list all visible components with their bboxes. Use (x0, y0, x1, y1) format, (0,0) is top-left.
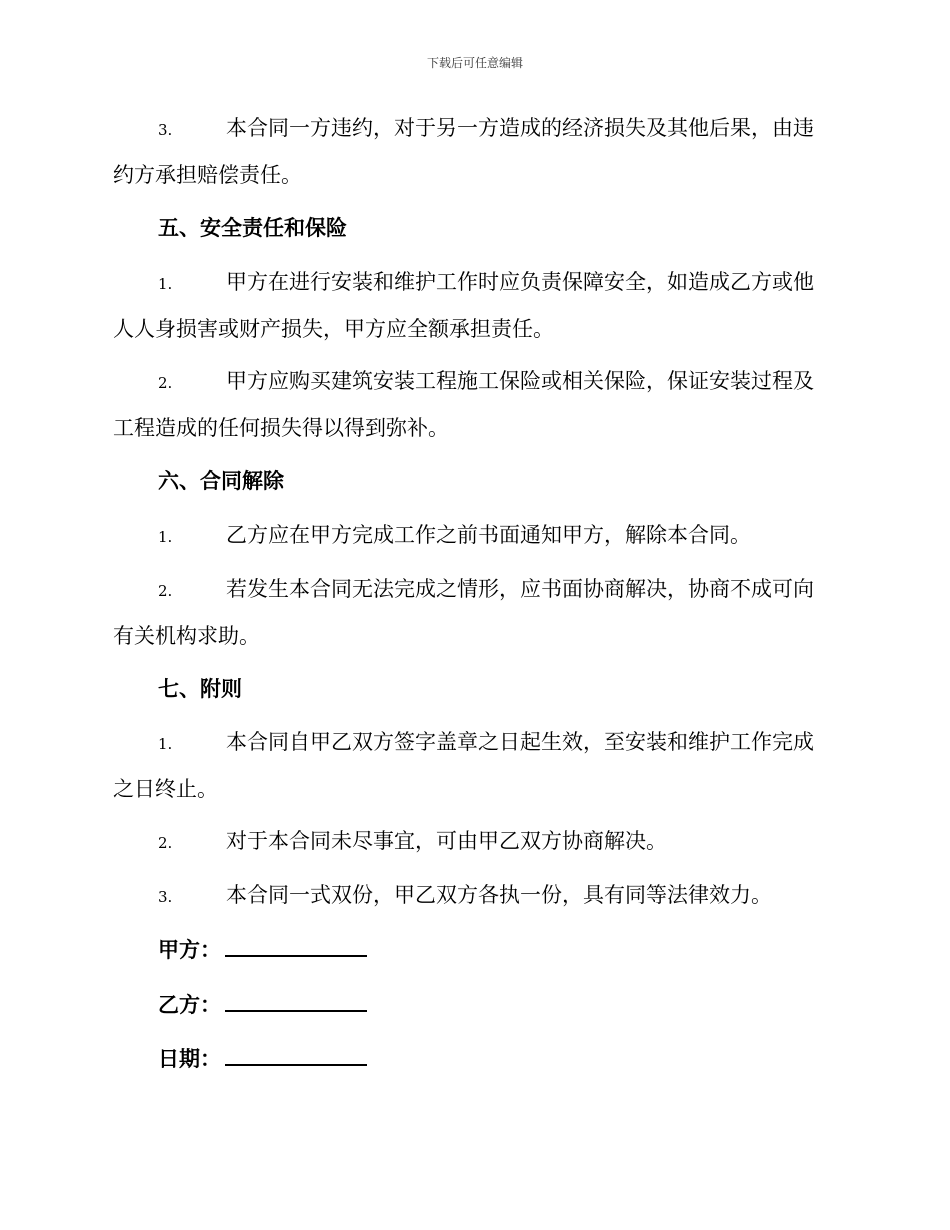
clause-7-2 (113, 819, 833, 866)
clause-number: 1. (158, 735, 173, 753)
clause-number: 2. (158, 834, 173, 852)
signature-party-a (158, 935, 367, 965)
section-heading-6: 六、合同解除 (158, 469, 284, 493)
signature-line (225, 1046, 367, 1066)
clause-text: 本合同一式双份，甲乙双方各执一份，具有同等法律效力。 (226, 883, 772, 907)
clause-text: 甲方在进行安装和维护工作时应负责保障安全，如造成乙方或他人人身损害或财产损失，甲方应全额承担责任。 (113, 270, 814, 341)
clause-text: 若发生本合同无法完成之情形，应书面协商解决，协商不成可向有关机构求助。 (113, 577, 814, 648)
clause-number: 3. (158, 121, 173, 139)
clause-number: 2. (158, 582, 173, 600)
section-heading-5: 五、安全责任和保险 (158, 216, 347, 240)
clause-7-3 (113, 873, 833, 920)
clause-number: 1. (158, 275, 173, 293)
signature-line (225, 992, 367, 1012)
clause-text: 甲方应购买建筑安装工程施工保险或相关保险，保证安装过程及工程造成的任何损失得以得到弥补。 (113, 369, 814, 440)
clause-5-2 (113, 359, 833, 451)
clause-4-3 (113, 106, 833, 198)
clause-number: 1. (158, 528, 173, 546)
clause-text: 本合同一方违约，对于另一方造成的经济损失及其他后果，由违约方承担赔偿责任。 (113, 116, 814, 187)
page-header: 下载后可任意编辑 (426, 56, 523, 70)
clause-text: 本合同自甲乙双方签字盖章之日起生效，至安装和维护工作完成之日终止。 (113, 730, 814, 801)
clause-number: 2. (158, 374, 173, 392)
clause-6-2 (113, 567, 833, 659)
clause-6-1 (113, 513, 833, 560)
signature-date (158, 1044, 367, 1074)
clause-7-1 (113, 720, 833, 812)
clause-5-1 (113, 260, 833, 352)
signature-line (225, 937, 367, 957)
clause-text: 对于本合同未尽事宜，可由甲乙双方协商解决。 (226, 829, 667, 853)
section-heading-7: 七、附则 (158, 677, 242, 701)
clause-number: 3. (158, 888, 173, 906)
signature-party-b (158, 990, 367, 1020)
signature-label: 甲方： (158, 938, 221, 962)
signature-label: 乙方： (158, 993, 221, 1017)
signature-label: 日期： (158, 1047, 221, 1071)
clause-text: 乙方应在甲方完成工作之前书面通知甲方，解除本合同。 (226, 523, 751, 547)
